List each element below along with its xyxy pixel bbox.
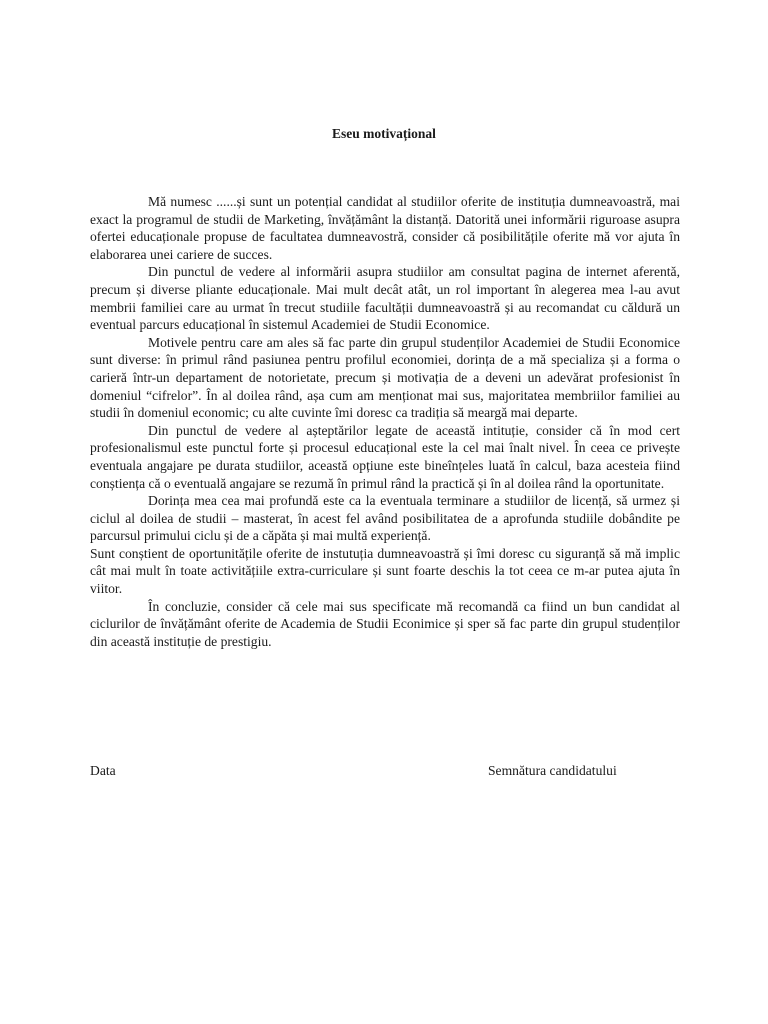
paragraph-aspirations: Dorința mea cea mai profundă este ca la eventuala terminare a studiilor de licență, să urmez și ciclul al doilea de studii – masterat, în acest fel având posibilitatea de a aprofunda studiile dobândite pe parcursul primului ciclu și de a căpăta și mai multă experiență.	[90, 493, 680, 544]
paragraph-introduction: Mă numesc ......și sunt un potențial candidat al studiilor oferite de instituția dumneavoastră, mai exact la programul de studii de Marketing, învățământ la distanță. Datorită unei informării riguroase asupra ofertei educaționale propuse de facultatea dumneavostră, consider că posibilitățile oferite mă vor ajuta în elaborarea unei cariere de succes.	[90, 194, 680, 262]
date-label: Data	[90, 763, 116, 778]
paragraph-information: Din punctul de vedere al informării asupra studiilor am consultat pagina de internet aferentă, precum și diverse pliante educaționale. Mai mult decât atât, un rol important în alegerea mea l-au avut membrii familiei care au urmat în trecut studiile facultății dumneavoastră și au recomandat cu căldură un eventual parcurs educațional în sistemul Academiei de Studii Economice.	[90, 264, 680, 333]
essay-body	[90, 193, 680, 650]
document-title: Eseu motivațional	[332, 126, 436, 141]
paragraph-motives: Motivele pentru care am ales să fac parte din grupul studenților Academiei de Studii Economice sunt diverse: în primul rând pasiunea pentru profilul economiei, dorința de a mă specializa și a forma o carieră într-un departament de notorietate, precum și motivația de a deveni un adevărat profesionist în domeniul “cifrelor”. În al doilea rând, așa cum am menționat mai sus, majoritatea membriilor familiei au studii în domeniul economic; cu alte cuvinte îmi doresc ca tradiția să meargă mai departe.	[90, 334, 680, 421]
paragraph-conclusion: În concluzie, consider că cele mai sus specificate mă recomandă ca fiind un bun candidat al ciclurilor de învățământ oferite de Academia de Studii Econimice și sper să fac parte din grupul studenților din această instituție de prestigiu.	[90, 598, 680, 649]
signature-label: Semnătura candidatului	[488, 763, 617, 778]
paragraph-expectations: Din punctul de vedere al așteptărilor legate de această intituție, consider că în mod cert profesionalismul este punctul forte și procesul educațional este la cel mai înalt nivel. În ceea ce privește eventuala angajare pe durata studiilor, această opțiune este bineînțeles luată în calcul, baza acesteia fiind conștiența că o eventuală angajare se rezumă în primul rând la practică și în al doilea rând la oportunitate.	[90, 422, 680, 491]
paragraph-opportunities: Sunt conștient de oportunitățile oferite de instutuția dumneavoastră și îmi doresc cu siguranță să mă implic cât mai mult în toate activitățiile extra-curriculare și sunt foarte deschis la tot ceea ce m-ar putea ajuta în viitor.	[90, 545, 680, 597]
